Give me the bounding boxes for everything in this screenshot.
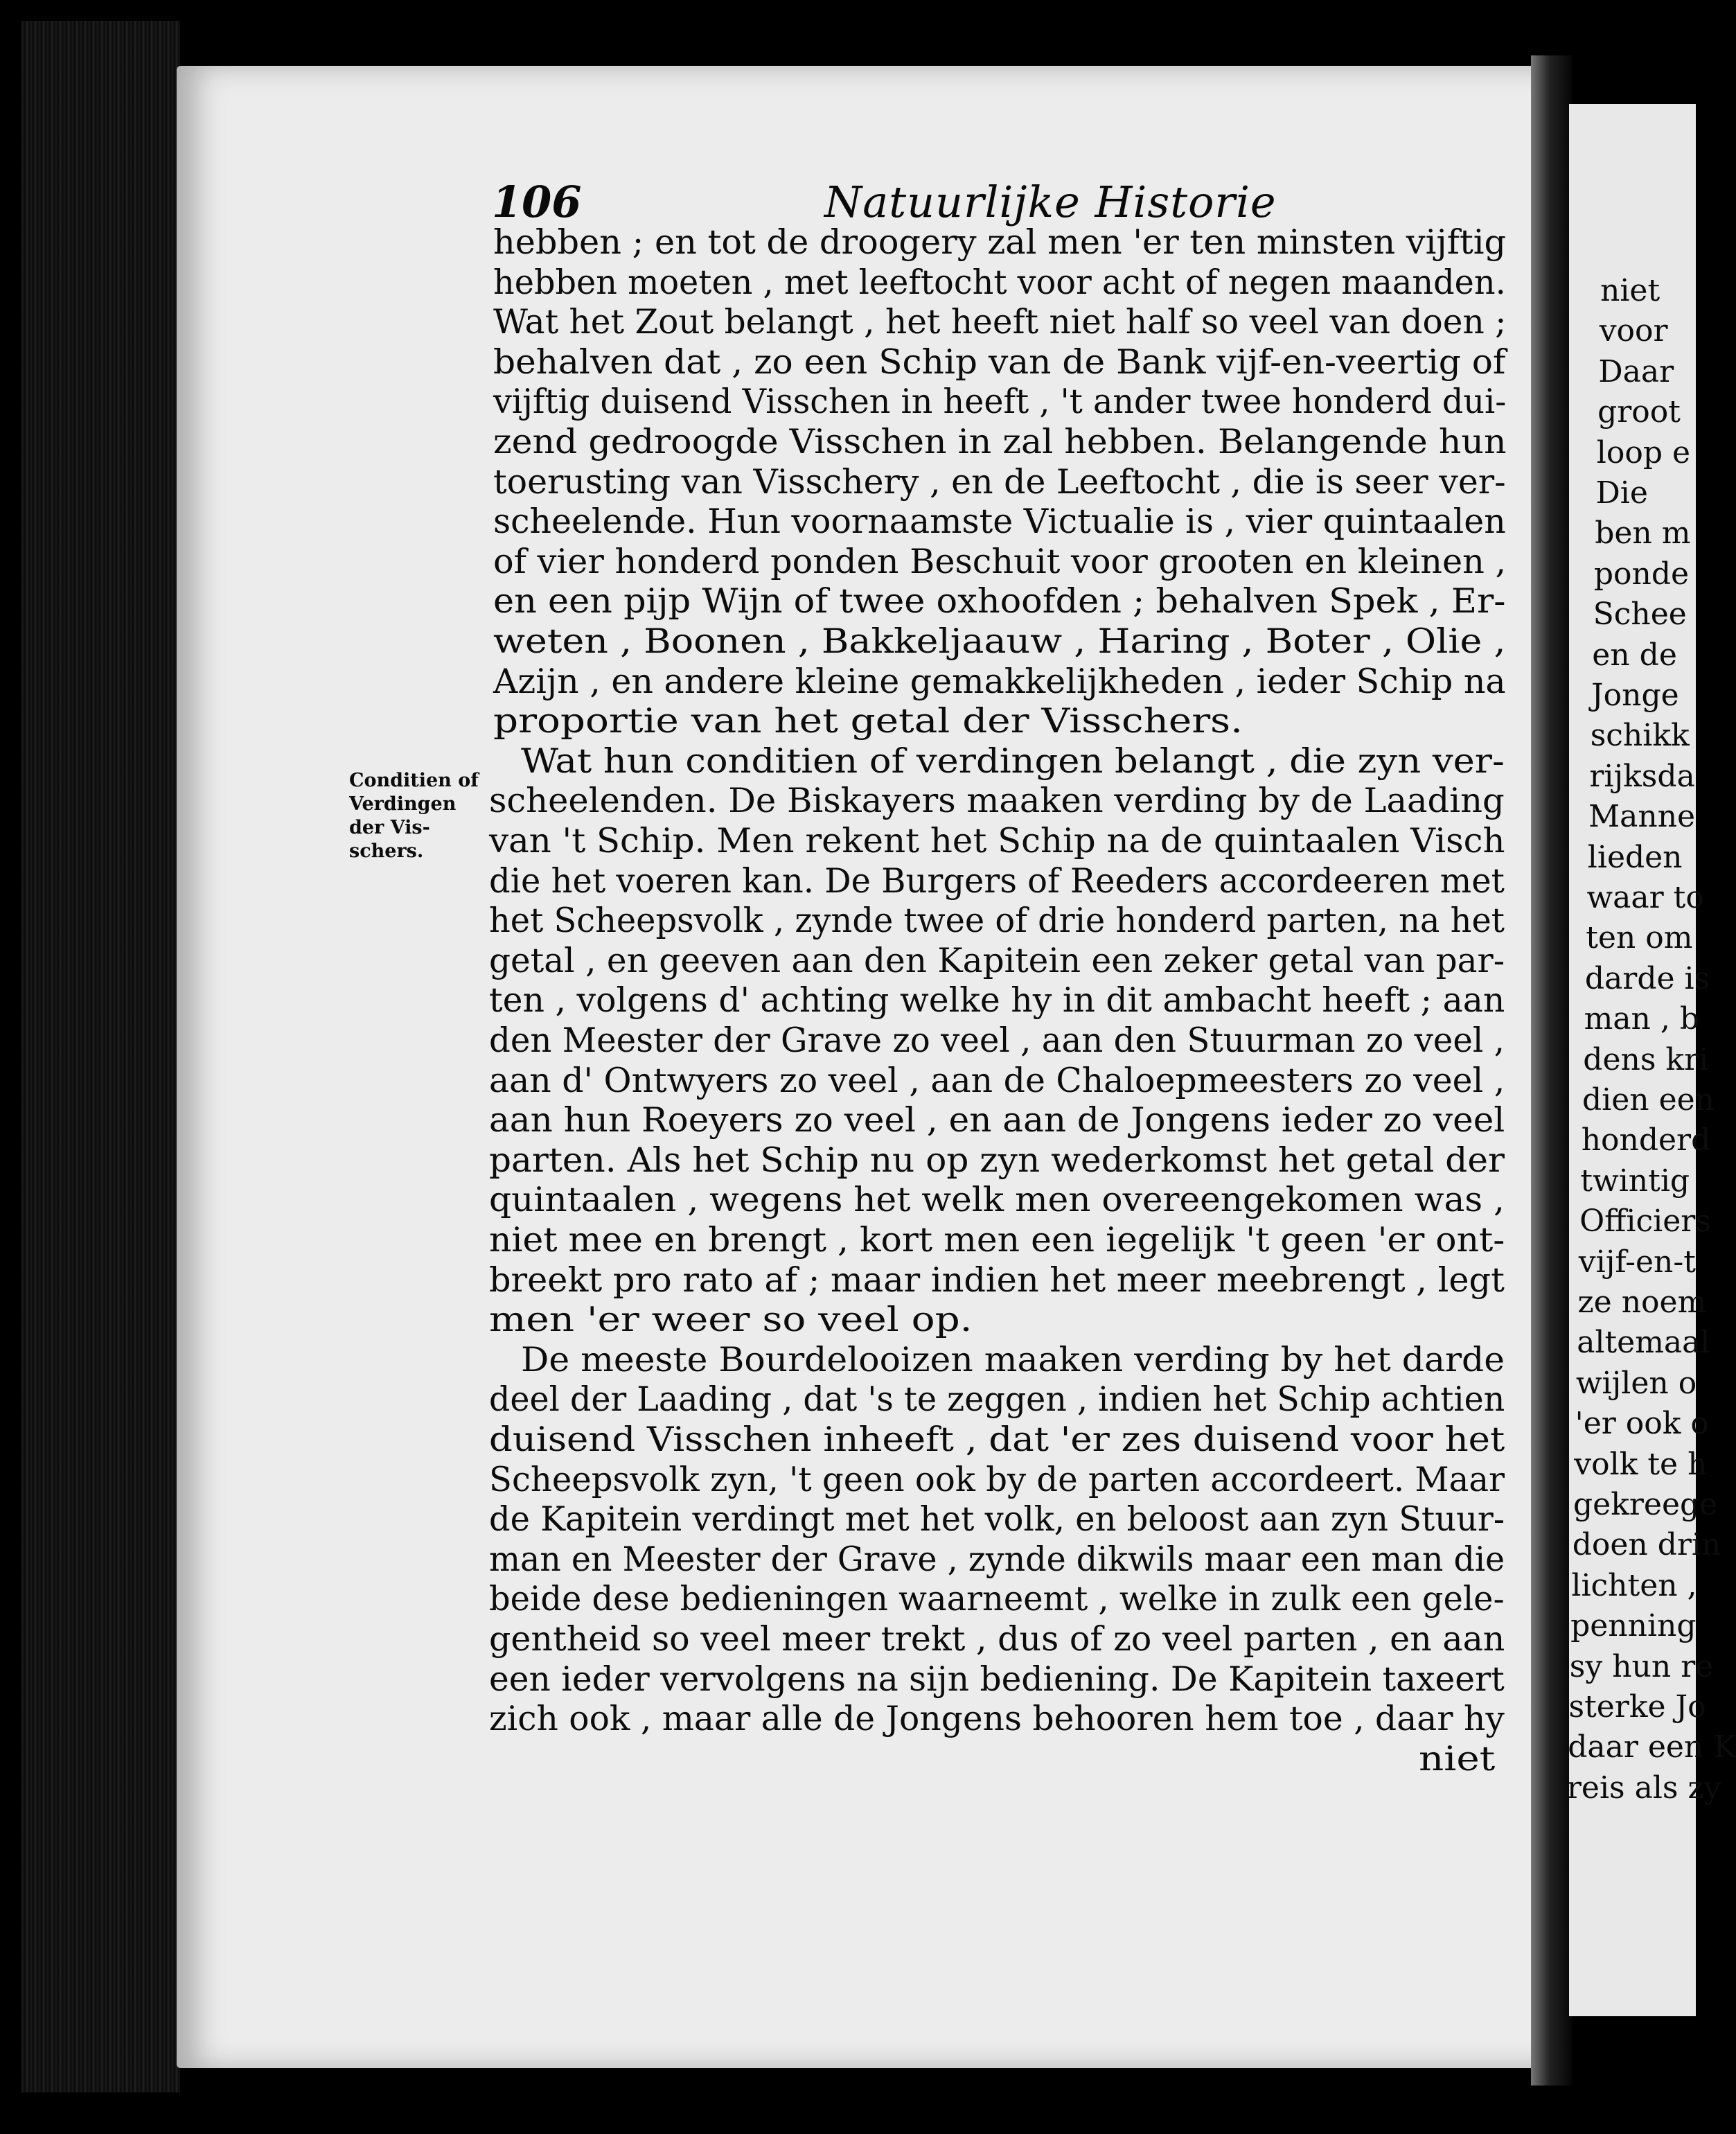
right-page-line: reis als zy: [1566, 1770, 1721, 1806]
right-page-line: daar een K: [1568, 1729, 1736, 1765]
body-line: breekt pro rato af ; maar indien het meer meebrengt , legt: [489, 1260, 1505, 1300]
right-page-line: honderd: [1581, 1122, 1711, 1158]
body-line: man en Meester der Grave , zynde dikwils maar een man die: [489, 1540, 1505, 1579]
right-page-line: Daar: [1598, 354, 1674, 389]
right-page-line: vijf-en-t: [1578, 1244, 1696, 1280]
right-page-line: dien een: [1582, 1082, 1715, 1118]
right-page-line: Officiers: [1579, 1203, 1711, 1239]
page-number: 106: [492, 177, 582, 227]
body-line: proportie van het getal der Visschers.: [493, 701, 1243, 741]
right-page-line: loop e: [1596, 435, 1691, 470]
body-line: het Scheepsvolk , zynde twee of drie honderd parten, na het: [489, 901, 1505, 940]
body-line: hebben moeten , met leeftocht voor acht of negen maanden.: [493, 263, 1506, 302]
right-page-line: wijlen o: [1575, 1366, 1697, 1401]
right-page-line: penning: [1570, 1608, 1697, 1643]
right-page-line: lichten ,: [1571, 1568, 1697, 1603]
right-page-line: schikk: [1590, 718, 1690, 753]
margin-note-line: der Vis-: [349, 817, 430, 838]
right-page-line: Die: [1595, 475, 1648, 511]
body-line: hebben ; en tot de droogery zal men 'er ten minsten vijftig: [493, 222, 1507, 262]
right-page-line: dens kri: [1583, 1042, 1709, 1077]
body-line: Wat het Zout belangt , het heeft niet half so veel van doen ;: [493, 302, 1507, 342]
running-head: [0, 175, 1696, 230]
body-line: zend gedroogde Visschen in zal hebben. Belangende hun: [493, 422, 1507, 461]
right-page-line: ten om: [1586, 920, 1693, 955]
right-page-line: rijksda: [1589, 759, 1695, 794]
page-title: Natuurlijke Historie: [824, 177, 1277, 227]
body-line: beide dese bedieningen waarneemt , welke in zulk een gele-: [489, 1579, 1505, 1619]
body-line: weten , Boonen , Bakkeljaauw , Haring , Boter , Olie ,: [493, 621, 1506, 661]
body-line: of vier honderd ponden Beschuit voor grooten en kleinen ,: [493, 542, 1507, 581]
margin-note-line: schers.: [349, 840, 424, 862]
body-line: gentheid so veel meer trekt , dus of zo veel parten , en aan: [489, 1619, 1505, 1659]
body-line: ten , volgens d' achting welke hy in dit ambacht heeft ; aan: [489, 980, 1505, 1020]
right-page-line: ben m: [1595, 515, 1691, 551]
body-line: deel der Laading , dat 's te zeggen , indien het Schip achtien: [489, 1379, 1505, 1419]
body-line: zich ook , maar alle de Jongens behooren hem toe , daar hy: [489, 1699, 1505, 1738]
body-line: De meeste Bourdelooizen maaken verding by het darde: [521, 1340, 1505, 1379]
body-line: scheelende. Hun voornaamste Victualie is , vier quintaalen: [493, 502, 1506, 541]
right-page-line: ponde: [1593, 556, 1690, 592]
right-page-line: niet: [1600, 273, 1660, 308]
body-line: en een pijp Wijn of twee oxhoofden ; behalven Spek , Er-: [493, 581, 1506, 621]
body-line: niet mee en brengt , kort men een iegelijk 't geen 'er ont-: [489, 1220, 1505, 1260]
right-page-line: waar to: [1586, 880, 1704, 915]
right-page-line: twintig: [1580, 1163, 1690, 1199]
right-page-line: sy hun re: [1569, 1649, 1714, 1684]
body-line: een ieder vervolgens na sijn bediening. De Kapitein taxeert: [489, 1659, 1505, 1699]
body-line: Wat hun conditien of verdingen belangt , die zyn ver-: [521, 741, 1505, 781]
body-line: niet: [1419, 1739, 1496, 1779]
right-page-line: sterke Jo: [1568, 1689, 1706, 1725]
margin-note-line: Verdingen: [349, 793, 457, 815]
body-line: Azijn , en andere kleine gemakkelijkheden , ieder Schip na: [493, 662, 1506, 701]
right-page-line: Schee: [1593, 597, 1687, 632]
body-line: men 'er weer so veel op.: [489, 1300, 973, 1339]
body-line: aan hun Roeyers zo veel , en aan de Jongens ieder zo veel: [489, 1100, 1505, 1140]
right-page-line: doen drin: [1572, 1527, 1721, 1562]
book-edge: [21, 21, 180, 2092]
body-line: van 't Schip. Men rekent het Schip na de quintaalen Visch: [489, 821, 1505, 861]
body-line: parten. Als het Schip nu op zyn wederkomst het getal der: [489, 1140, 1505, 1180]
right-page-line: gekreege: [1573, 1487, 1718, 1522]
right-page-line: altemaal: [1577, 1325, 1710, 1360]
body-line: Scheepsvolk zyn, 't geen ook by de parten accordeert. Maar: [489, 1460, 1505, 1499]
body-line: duisend Visschen inheeft , dat 'er zes duisend voor het: [489, 1420, 1505, 1459]
right-page-line: 'er ook o: [1575, 1406, 1709, 1441]
right-page-line: lieden: [1587, 840, 1683, 875]
body-line: die het voeren kan. De Burgers of Reeders accordeeren met: [489, 861, 1505, 901]
right-page-line: Jonge: [1591, 678, 1679, 713]
body-line: de Kapitein verdingt met het volk, en beloost aan zyn Stuur-: [489, 1499, 1505, 1539]
body-line: getal , en geeven aan den Kapitein een zeker getal van par-: [489, 941, 1505, 980]
body-line: behalven dat , zo een Schip van de Bank vijf-en-veertig of: [493, 342, 1506, 382]
body-line: den Meester der Grave zo veel , aan den Stuurman zo veel ,: [489, 1021, 1505, 1060]
right-page-line: darde is: [1584, 961, 1710, 996]
margin-note-line: Conditien of: [349, 770, 479, 791]
right-page-line: man , b: [1584, 1001, 1700, 1037]
right-page-line: ze noem: [1577, 1285, 1707, 1320]
right-page-line: en de: [1592, 637, 1677, 673]
body-line: vijftig duisend Visschen in heeft , 't ander twee honderd dui-: [493, 382, 1507, 421]
body-line: scheelenden. De Biskayers maaken verding by de Laading: [489, 781, 1505, 820]
body-line: toerusting van Visschery , en de Leeftocht , die is seer ver-: [493, 462, 1506, 502]
right-page-line: voor: [1599, 313, 1668, 349]
right-page-line: Manne: [1588, 799, 1696, 834]
right-page-line: groot: [1597, 394, 1681, 430]
right-page-line: volk te h: [1574, 1447, 1708, 1482]
body-line: aan d' Ontwyers zo veel , aan de Chaloepmeesters zo veel ,: [489, 1061, 1505, 1100]
body-line: quintaalen , wegens het welk men overeengekomen was ,: [489, 1180, 1505, 1219]
